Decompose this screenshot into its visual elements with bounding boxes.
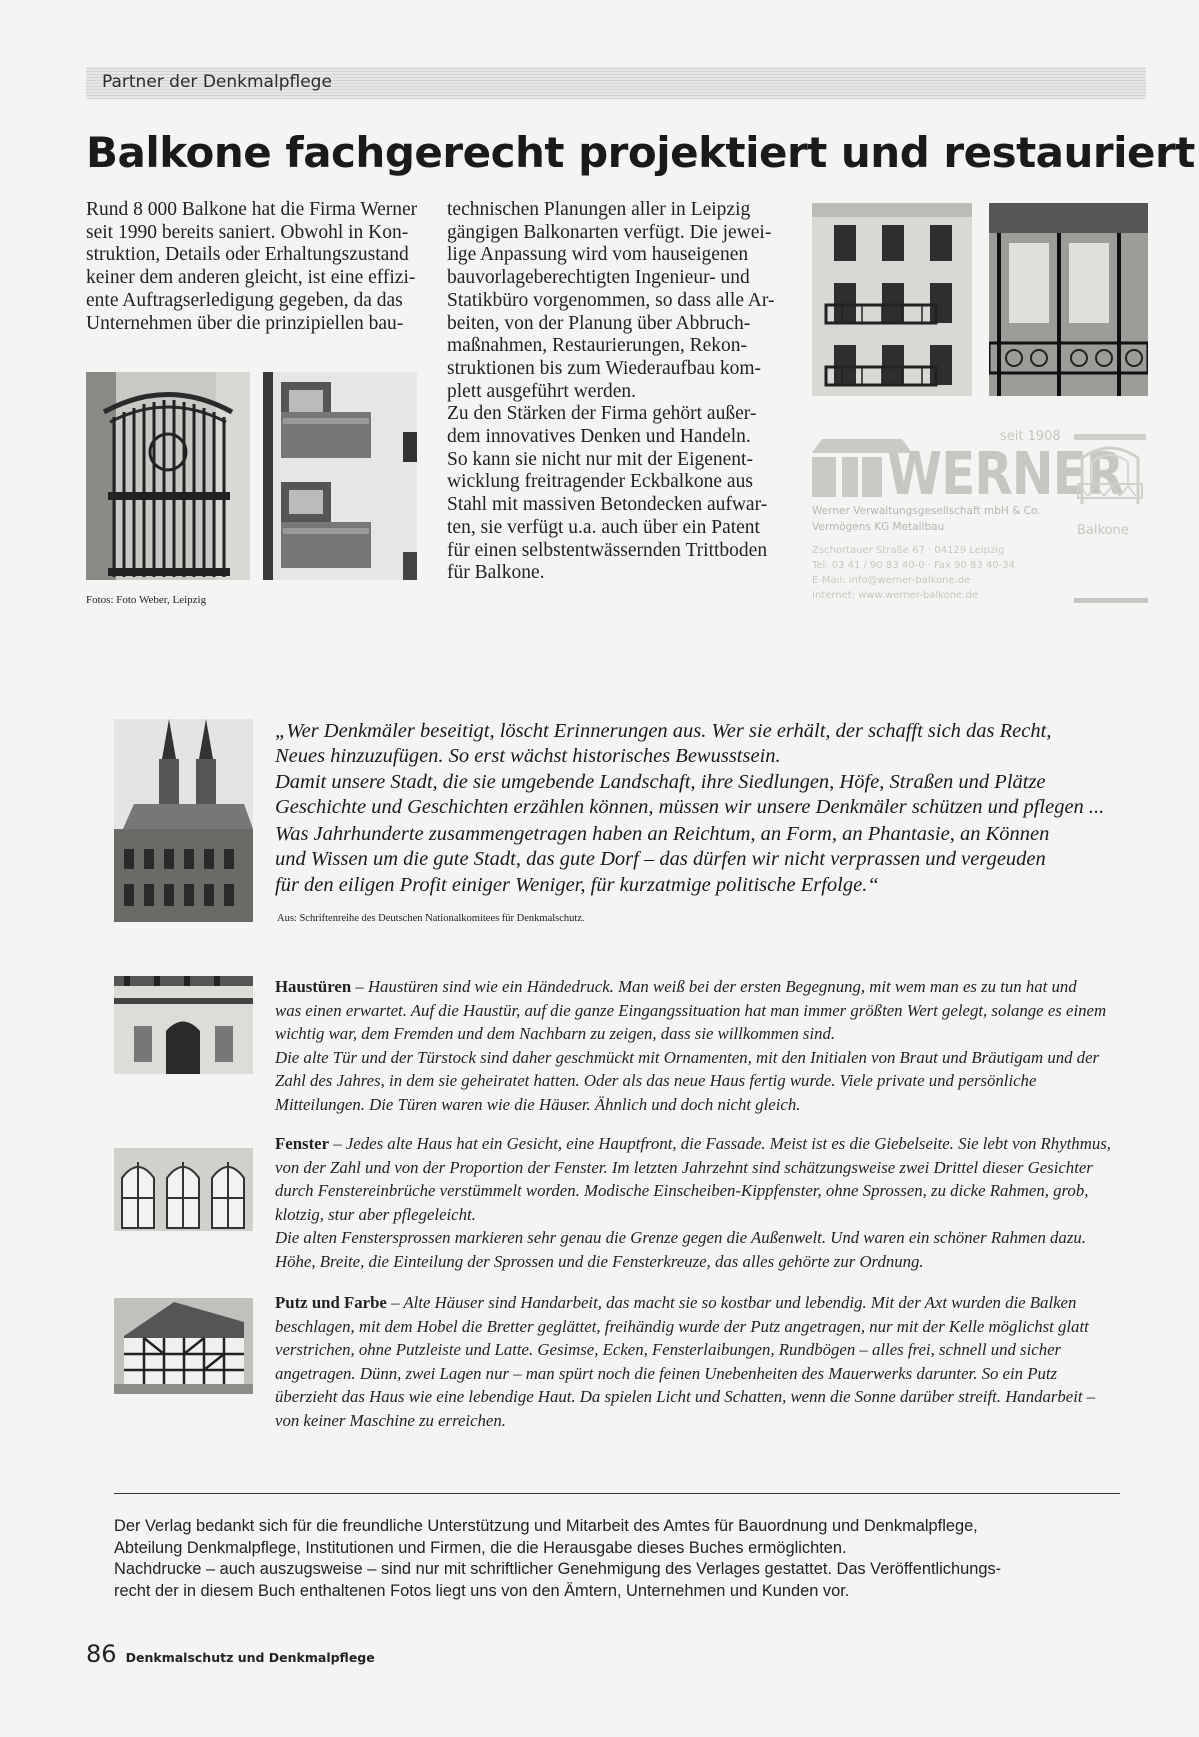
text-line: maßnahmen, Restaurierungen, Rekon- — [447, 335, 747, 357]
item-line: Mitteilungen. Die Türen waren wie die Häuser. Ähnlich und doch nicht gleich. — [275, 1094, 801, 1114]
note-line: Nachdrucke – auch auszugsweise – sind nur mit schriftlicher Genehmigung des Verlages gestattet. Das Veröffentlichungs- — [114, 1560, 1002, 1578]
quote-line: für den eiligen Profit einiger Weniger, für kurzatmige politische Erfolge.“ — [275, 873, 879, 896]
note-line: Der Verlag bedankt sich für die freundliche Unterstützung und Mitarbeit des Amtes für Bauordnung und Denkmalpflege, — [114, 1517, 978, 1535]
section-label: Partner der Denkmalpflege — [102, 72, 332, 92]
note-line: recht der in diesem Buch enthaltenen Fotos liegt uns von den Ämtern, Unternehmen und Kunden vor. — [114, 1581, 850, 1600]
company-line-2: Vermögens KG Metallbau — [812, 521, 945, 533]
text-line: für einen selbstentwässernden Trittboden — [447, 539, 768, 561]
page-number: 86 — [86, 1640, 117, 1668]
article-column-2 — [447, 199, 786, 585]
quote-text — [275, 719, 1145, 898]
werner-company-block — [812, 429, 1148, 609]
modern-balconies-image — [263, 372, 417, 580]
item-heading: Fenster — [275, 1134, 330, 1153]
text-line: struktionen bis zum Wiederaufbau kom- — [447, 357, 762, 379]
publisher-note — [114, 1516, 1154, 1602]
text-line: wicklung freitragender Eckbalkone aus — [447, 471, 753, 493]
item-line: durch Fenstereinbrüche verstümmelt worden. Modische Einscheiben-Kippfenster, ohne Sprossen, zu dicke Rahmen, grob, — [275, 1181, 1089, 1200]
company-since: seit 1908 — [1000, 429, 1061, 444]
text-line: für Balkone. — [447, 562, 545, 584]
half-timbered-house-image — [114, 1298, 253, 1394]
facade-balconies-image — [812, 203, 972, 396]
balcony-logo-icon — [1074, 434, 1146, 512]
divider-line — [114, 1493, 1120, 1494]
quote-line: Geschichte und Geschichten erzählen können, müssen wir unsere Denkmäler schützen und pflegen ... — [275, 795, 1105, 818]
facade-photo — [812, 203, 972, 396]
item-line: Zahl des Jahres, in dem sie geheiratet hatten. Oder als das neue Haus fertig wurde. Viele private und persönliche — [275, 1071, 1037, 1090]
divider-bar — [1074, 598, 1148, 603]
photo-caption: Fotos: Foto Weber, Leipzig — [86, 594, 207, 606]
text-line: lige Anpassung wird vom hauseigenen — [447, 244, 749, 266]
item-line: von der Zahl und von der Proportion der Fenster. Im letzten Jahrzehnt sind schätzungsweise zwei Drittel dieser Gesichter — [275, 1157, 1093, 1177]
text-line: plett ausgeführt werden. — [447, 380, 636, 402]
item-fenster — [275, 1132, 1155, 1273]
text-line: ente Auftragserledigung gegeben, da das — [86, 289, 403, 311]
company-web: Internet: www.werner-balkone.de — [812, 590, 978, 601]
item-line: von keiner Maschine zu erreichen. — [275, 1410, 506, 1430]
text-line: Statikbüro vorgenommen, so dass alle Ar- — [447, 289, 775, 311]
text-line: ten, sie verfügt u.a. auch über ein Patent — [447, 516, 760, 538]
item-line: – Haustüren sind wie ein Händedruck. Man weiß bei der ersten Begegnung, mit wem man es zu tun hat und — [351, 977, 1077, 996]
company-phone: Tel. 03 41 / 90 83 40-0 · Fax 90 83 40-34 — [812, 560, 1016, 571]
ornamental-gate-image — [86, 372, 250, 580]
company-address: Zschortauer Straße 67 · 04129 Leipzig — [812, 545, 1005, 556]
item-line: wichtig war, dem Fremden und dem Nachbarn zu zeigen, dass sie willkommen sind. — [275, 1024, 836, 1043]
text-line: struktion, Details oder Erhaltungszustand — [86, 244, 409, 266]
quote-source: Aus: Schriftenreihe des Deutschen Nationalkomitees für Denkmalschutz. — [277, 913, 585, 924]
quote-line: und Wissen um die gute Stadt, das gute Dorf – das dürfen wir nicht verprassen und vergeuden — [275, 848, 1046, 871]
text-line: technischen Planungen aller in Leipzig — [447, 199, 751, 220]
text-line: Unternehmen über die prinzipiellen bau- — [86, 312, 404, 334]
item-line: überzieht das Haus wie eine lebendige Haut. Da spielen Licht und Schatten, wenn die Sonne darüber streift. Handarbeit – — [275, 1387, 1096, 1406]
item-line: Höhe, Breite, die Einteilung der Sprossen und die Fensterkreuze, das alles gehörte zur Ordnung. — [275, 1251, 924, 1271]
item-line: beschlagen, mit dem Hobel die Bretter geglättet, freihändig wurde der Putz angetragen, nur mit der Kelle möglichst glatt — [275, 1316, 1089, 1336]
church-photo — [114, 719, 253, 922]
section-band — [86, 67, 1146, 99]
putz-photo — [114, 1298, 253, 1394]
text-line: beiten, von der Planung über Abbruch- — [447, 312, 751, 334]
item-heading: Haustüren — [275, 977, 352, 996]
page-title: Balkone fachgerecht projektiert und restauriert — [86, 128, 1195, 177]
text-line: seit 1990 bereits saniert. Obwohl in Kon- — [86, 221, 409, 243]
text-line: Zu den Stärken der Firma gehört außer- — [447, 403, 757, 425]
balcony-photo — [263, 372, 417, 580]
historic-building-image — [114, 719, 253, 922]
item-line: – Jedes alte Haus hat ein Gesicht, eine Hauptfront, die Fassade. Meist ist es die Giebelseite. Sie lebt von Rhythmus, — [329, 1134, 1111, 1153]
company-line-1: Werner Verwaltungsgesellschaft mbH & Co. — [812, 505, 1041, 517]
item-line: verstrichen, ohne Putzleiste und Latte. Gesimse, Ecken, Fensterlaibungen, Rundbögen – alles frei, schnell und sicher — [275, 1340, 1062, 1359]
text-line: Stahl mit massiven Betondecken aufwar- — [447, 494, 768, 516]
item-line: Die alte Tür und der Türstock sind daher geschmückt mit Ornamenten, mit den Initialen von Braut und Bräutigam und der — [275, 1047, 1100, 1067]
balcony-ornament-photo — [989, 203, 1148, 396]
book-title: Denkmalschutz und Denkmalpflege — [125, 1650, 375, 1665]
arched-windows-image — [114, 1148, 253, 1231]
quote-line: Neues hinzuzufügen. So erst wächst historisches Bewusstsein. — [275, 745, 781, 768]
item-heading: Putz und Farbe — [275, 1293, 387, 1312]
text-line: keiner dem anderen gleicht, ist eine effizi- — [86, 267, 416, 289]
cast-iron-balcony-image — [989, 203, 1148, 396]
item-line: – Alte Häuser sind Handarbeit, das macht sie so kostbar und lebendig. Mit der Axt wurden die Balken — [386, 1293, 1077, 1312]
quote-line: „Wer Denkmäler beseitigt, löscht Erinnerungen aus. Wer sie erhält, der schafft sich das Recht, — [275, 720, 1052, 742]
text-line: gängigen Balkonarten verfügt. Die jewei- — [447, 221, 772, 243]
item-line: Die alten Fenstersprossen markieren sehr genau die Grenze gegen die Außenwelt. Und waren ein schöner Rahmen dazu. — [275, 1228, 1086, 1247]
company-side-label: Balkone — [1077, 523, 1129, 538]
text-line: So kann sie nicht nur mit der Eigenent- — [447, 448, 753, 470]
company-email: E-Mail: info@werner-balkone.de — [812, 575, 971, 586]
item-haustueren — [275, 975, 1155, 1116]
note-line: Abteilung Denkmalpflege, Institutionen und Firmen, die die Herausgabe dieses Buches ermöglichten. — [114, 1538, 847, 1557]
fenster-photo — [114, 1148, 253, 1231]
page-footer — [86, 1640, 375, 1668]
quote-line: Damit unsere Stadt, die sie umgebende Landschaft, ihre Siedlungen, Höfe, Straßen und Plätze — [275, 770, 1046, 793]
text-line: bauvorlageberechtigten Ingenieur- und — [447, 267, 750, 289]
text-line: dem innovatives Denken und Handeln. — [447, 426, 751, 448]
company-name: WERNER — [887, 439, 1124, 509]
item-line: was einen erwartet. Auf die Haustür, auf die ganze Eingangssituation hat man immer größten Wert gelegt, solange es einem — [275, 1000, 1107, 1020]
item-putz-und-farbe — [275, 1291, 1155, 1432]
item-line: angetragen. Dünn, zwei Lagen nur – man spürt noch die feinen Unebenheiten des Mauerwerks darunter. So ein Putz — [275, 1363, 1058, 1383]
quote-line: Was Jahrhunderte zusammengetragen haben an Reichtum, an Form, an Phantasie, an Können — [275, 823, 1050, 846]
doorway-image — [114, 976, 253, 1074]
item-line: klotzig, stur aber pflegeleicht. — [275, 1204, 476, 1224]
gate-photo — [86, 372, 250, 580]
text-line: Rund 8 000 Balkone hat die Firma Werner — [86, 199, 418, 220]
article-column-1 — [86, 199, 422, 335]
haustueren-photo — [114, 976, 253, 1074]
